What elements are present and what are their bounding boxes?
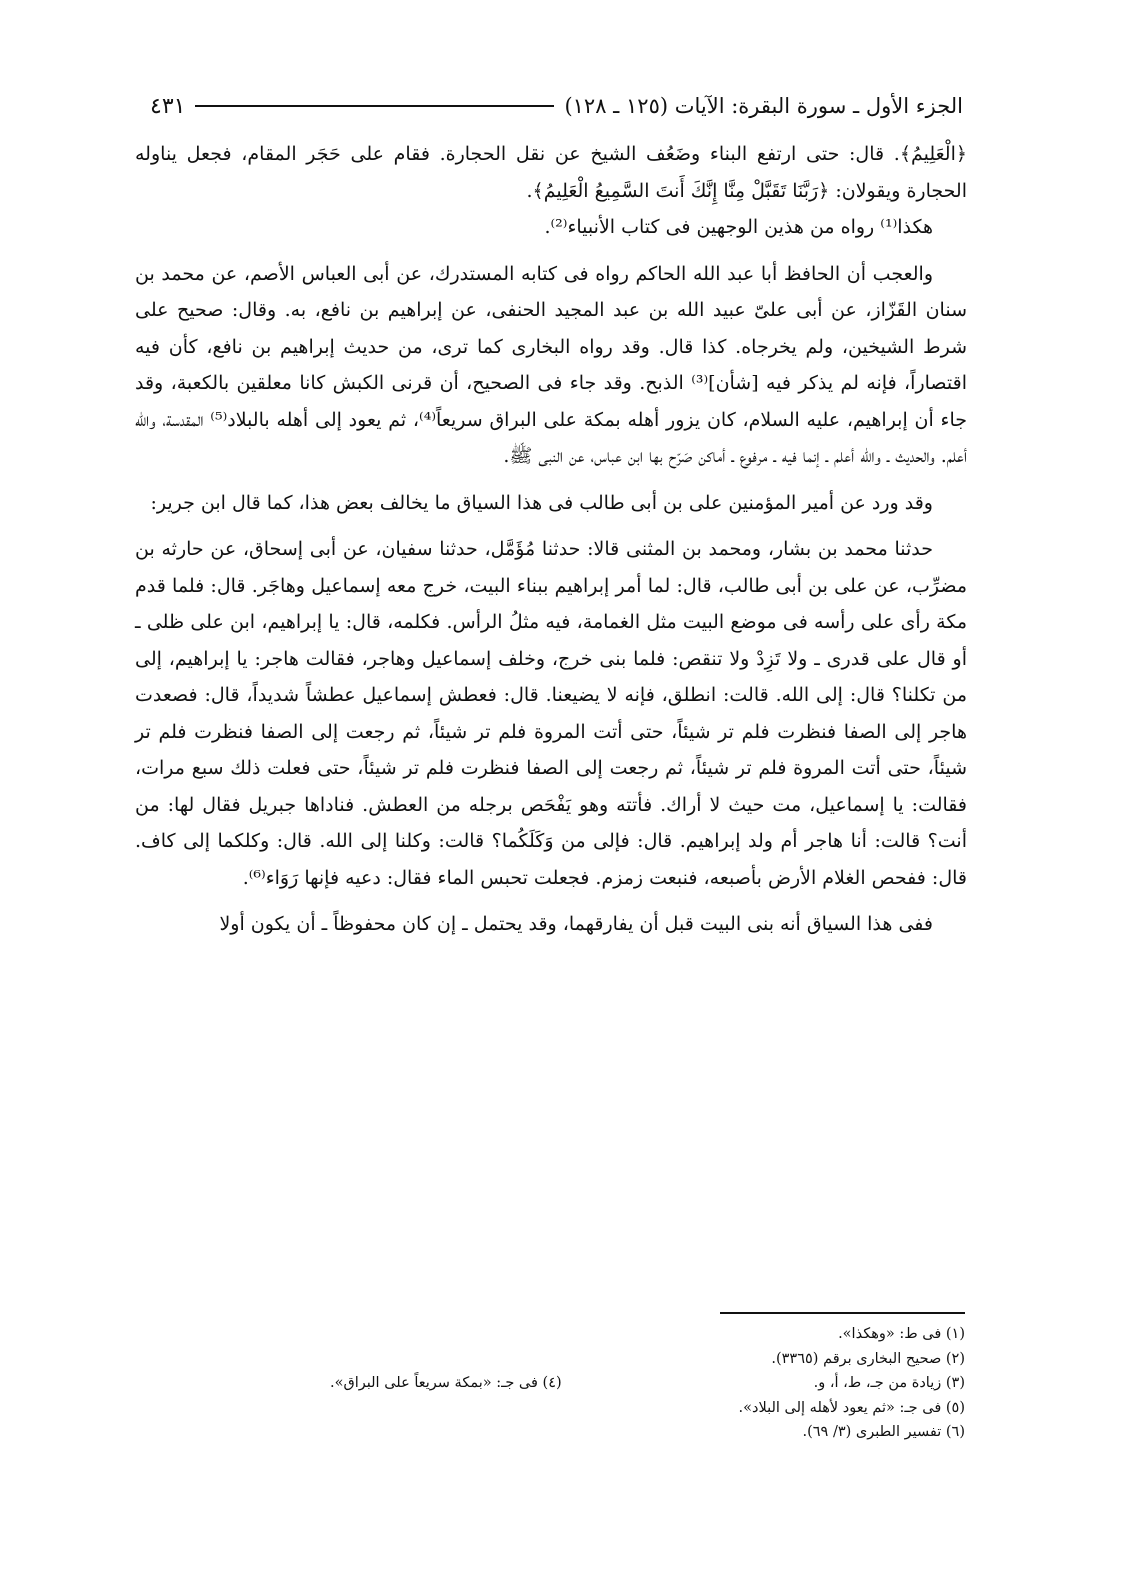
footnote-1: (١) فى ط: «وهكذا». xyxy=(838,1326,965,1342)
paragraph-3: والعجب أن الحافظ أبا عبد الله الحاكم رواه فى كتابه المستدرك، عن أبى العباس الأصم، عن محمد بن سنان القَزّاز، عن أبى علىّ عبيد الله بن عبد المجيد الحنفى، عن إبراهيم بن نافع، به. وقال: صحيح على شرط الشيخين، ولم يخرجاه. كذا قال. وقد رواه البخارى كما ترى، من حديث إبراهيم بن نافع، كأن فيه اقتصاراً، فإنه لم يذكر فيه [شأن]⁽³⁾ الذبح. وقد جاء فى الصحيح، أن قرنى الكبش كانا معلقين بالكعبة، وقد جاء أن إبراهيم، عليه السلام، كان يزور أهله بمكة على البراق سريعاً⁽⁴⁾، ثم يعود إلى أهله بالبلاد⁽⁵⁾ المقدسة، والله أعلم. والحديث ـ والله أعلم ـ إنما فيه ـ مرفوع ـ أماكن صَرّح بها ابن عباس، عن النبى ﷺ. xyxy=(135,262,968,467)
footnotes xyxy=(150,1322,965,1445)
paragraph-6: ففى هذا السياق أنه بنى البيت قبل أن يفارقهما، وقد يحتمل ـ إن كان محفوظاً ـ أن يكون أولا xyxy=(219,913,933,935)
footnote-4: (٤) فى جـ: «بمكة سريعاً على البراق». xyxy=(330,1375,562,1391)
main-text xyxy=(135,136,967,943)
footnote-separator xyxy=(720,1312,965,1314)
paragraph-4: وقد ورد عن أمير المؤمنين على بن أبى طالب فى هذا السياق ما يخالف بعض هذا، كما قال ابن جرير: xyxy=(150,491,933,514)
footnote-3: (٣) زيادة من جـ، ط، أ، و. xyxy=(813,1375,965,1391)
paragraph-1: ﴿الْعَلِيمُ﴾. قال: حتى ارتفع البناء وضَعُف الشيخ عن نقل الحجارة. فقام على حَجَر المقام، فجعل يناوله الحجارة ويقولان: ﴿رَبَّنَا تَقَبَّلْ مِنَّا إِنَّكَ أَنتَ السَّمِيعُ الْعَلِيمُ﴾. xyxy=(135,143,967,202)
footnote-5: (٥) فى جـ: «ثم يعود لأهله إلى البلاد». xyxy=(738,1399,965,1416)
footnote-row-3-4 xyxy=(150,1371,965,1396)
page-number: ٤٣١ xyxy=(150,93,186,119)
footnote-2: (٢) صحيح البخارى برقم (٣٣٦٥). xyxy=(771,1350,965,1367)
running-title: الجزء الأول ـ سورة البقرة: الآيات (١٢٥ ـ ١٢٨) xyxy=(564,94,963,118)
header-rule xyxy=(195,105,554,107)
running-header xyxy=(150,88,963,124)
paragraph-2: هكذا⁽¹⁾ رواه من هذين الوجهين فى كتاب الأنبياء⁽²⁾. xyxy=(544,216,933,238)
footnote-6: (٦) تفسير الطبرى (٣/ ٦٩). xyxy=(802,1424,965,1440)
paragraph-5: حدثنا محمد بن بشار، ومحمد بن المثنى قالا: حدثنا مُؤَمَّل، حدثنا سفيان، عن أبى إسحاق، عن حارثه بن مضرِّب، عن على بن أبى طالب، قال: لما أمر إبراهيم ببناء البيت، خرج معه إسماعيل وهاجَر. قال: فلما قدم مكة رأى على رأسه فى موضع البيت مثل الغمامة، فيه مثلُ الرأس. فكلمه، قال: يا إبراهيم، ابن على ظلى ـ أو قال على قدرى ـ ولا تَزِدْ ولا تنقص: فلما بنى خرج، وخلف إسماعيل وهاجر، فقالت هاجر: يا إبراهيم، إلى من تكلنا؟ قال: إلى الله. قالت: انطلق، فإنه لا يضيعنا. قال: فعطش إسماعيل عطشاً شديداً، قال: فصعدت هاجر إلى الصفا فنظرت فلم تر شيئاً، حتى أتت المروة فلم تر شيئاً، ثم رجعت إلى الصفا فنظرت فلم تر شيئاً، حتى أتت المروة فلم تر شيئاً، ثم رجعت إلى الصفا فنظرت فلم تر شيئاً، حتى فعلت ذلك سبع مرات، فقالت: يا إسماعيل، مت حيث لا أراك. فأتته وهو يَفْحَص برجله من العطش. فناداها جبريل فقال لها: من أنت؟ قالت: أنا هاجر أم ولد إبراهيم. قال: فإلى من وَكَلَكُما؟ قالت: وكلنا إلى الله. قال: وكلكما إلى كاف. قال: ففحص الغلام الأرض بأصبعه، فنبعت زمزم. فجعلت تحبس الماء فقال: دعيه فإنها رَوَاء⁽⁶⁾. xyxy=(135,538,967,889)
